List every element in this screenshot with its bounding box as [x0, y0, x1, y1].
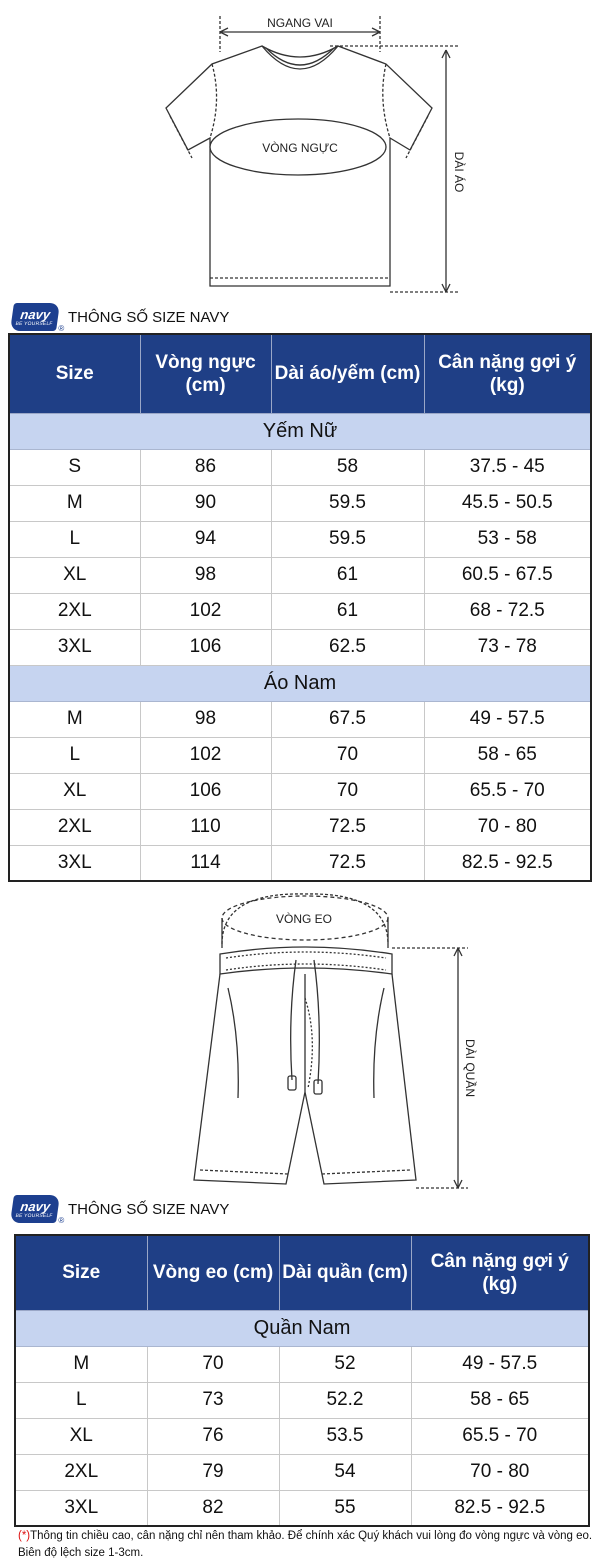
footnote-marker: (*)	[18, 1530, 31, 1542]
table-row	[9, 737, 591, 773]
group-row	[9, 413, 591, 449]
header-weight: Cân nặng gợi ý (kg)	[424, 334, 591, 413]
table-row	[9, 449, 591, 485]
brand-header-2	[12, 1194, 229, 1224]
cell-size: L	[9, 737, 140, 773]
table-row	[9, 521, 591, 557]
cell-size: XL	[9, 557, 140, 593]
cell-size: 3XL	[9, 629, 140, 665]
table-row	[15, 1418, 589, 1454]
cell-length: 72.5	[271, 845, 424, 881]
shirt-length-label: DÀI ÁO	[452, 151, 466, 193]
cell-measure: 106	[140, 773, 271, 809]
header-length: Dài quần (cm)	[279, 1235, 411, 1310]
logo-text: navy	[19, 306, 52, 322]
cell-weight: 70 - 80	[424, 809, 591, 845]
cell-length: 52	[279, 1346, 411, 1382]
shorts-size-table	[14, 1234, 590, 1527]
cell-length: 61	[271, 593, 424, 629]
cell-size: M	[9, 701, 140, 737]
cell-measure: 79	[147, 1454, 279, 1490]
cell-length: 54	[279, 1454, 411, 1490]
cell-length: 53.5	[279, 1418, 411, 1454]
cell-weight: 37.5 - 45	[424, 449, 591, 485]
cell-length: 67.5	[271, 701, 424, 737]
footnote-text: Thông tin chiều cao, cân nặng chỉ nên tham khảo. Để chính xác Quý khách vui lòng đo vòng ngực và vòng eo. Biên độ lệch size 1-3cm.	[18, 1530, 593, 1559]
group-label: Áo Nam	[9, 665, 591, 701]
shirt-size-table	[8, 333, 592, 882]
cell-size: 2XL	[15, 1454, 147, 1490]
cell-length: 55	[279, 1490, 411, 1526]
table-header-row	[9, 334, 591, 413]
cell-measure: 73	[147, 1382, 279, 1418]
group-label: Yếm Nữ	[9, 413, 591, 449]
group-label: Quần Nam	[15, 1310, 589, 1346]
table-row	[15, 1490, 589, 1526]
shorts-diagram	[0, 888, 600, 1198]
cell-size: L	[15, 1382, 147, 1418]
cell-weight: 70 - 80	[411, 1454, 589, 1490]
cell-weight: 82.5 - 92.5	[411, 1490, 589, 1526]
cell-size: L	[9, 521, 140, 557]
header-size: Size	[9, 334, 140, 413]
cell-weight: 49 - 57.5	[411, 1346, 589, 1382]
cell-weight: 60.5 - 67.5	[424, 557, 591, 593]
group-row	[15, 1310, 589, 1346]
cell-weight: 58 - 65	[411, 1382, 589, 1418]
cell-measure: 98	[140, 701, 271, 737]
cell-size: 3XL	[9, 845, 140, 881]
navy-logo	[10, 1195, 65, 1225]
table-row	[9, 593, 591, 629]
waist-label: VÒNG EO	[275, 912, 333, 926]
cell-measure: 106	[140, 629, 271, 665]
brand-title: THÔNG SỐ SIZE NAVY	[68, 1200, 230, 1218]
table-row	[15, 1382, 589, 1418]
cell-weight: 68 - 72.5	[424, 593, 591, 629]
logo-text: navy	[19, 1198, 52, 1214]
header-weight: Cân nặng gợi ý (kg)	[411, 1235, 589, 1310]
cell-weight: 65.5 - 70	[411, 1418, 589, 1454]
header-size: Size	[15, 1235, 147, 1310]
logo-tagline: BE YOURSELF	[15, 1212, 54, 1219]
cell-size: S	[9, 449, 140, 485]
cell-length: 59.5	[271, 485, 424, 521]
cell-size: 2XL	[9, 593, 140, 629]
cell-size: XL	[15, 1418, 147, 1454]
cell-length: 70	[271, 773, 424, 809]
cell-size: 3XL	[15, 1490, 147, 1526]
cell-measure: 90	[140, 485, 271, 521]
cell-size: M	[9, 485, 140, 521]
shoulder-label: NGANG VAI	[267, 16, 333, 30]
cell-weight: 73 - 78	[424, 629, 591, 665]
cell-length: 72.5	[271, 809, 424, 845]
cell-measure: 102	[140, 737, 271, 773]
cell-measure: 110	[140, 809, 271, 845]
cell-measure: 70	[147, 1346, 279, 1382]
table-row	[9, 557, 591, 593]
table-row	[9, 701, 591, 737]
table-header-row	[15, 1235, 589, 1310]
cell-weight: 45.5 - 50.5	[424, 485, 591, 521]
cell-size: XL	[9, 773, 140, 809]
header-chest: Vòng ngực (cm)	[140, 334, 271, 413]
brand-title: THÔNG SỐ SIZE NAVY	[68, 308, 230, 326]
footnote	[18, 1528, 593, 1562]
cell-length: 59.5	[271, 521, 424, 557]
cell-measure: 114	[140, 845, 271, 881]
shorts-length-label: DÀI QUẦN	[463, 1038, 477, 1098]
navy-logo	[10, 303, 65, 333]
cell-measure: 98	[140, 557, 271, 593]
logo-tagline: BE YOURSELF	[15, 320, 54, 327]
header-waist: Vòng eo (cm)	[147, 1235, 279, 1310]
cell-measure: 102	[140, 593, 271, 629]
cell-length: 52.2	[279, 1382, 411, 1418]
cell-length: 58	[271, 449, 424, 485]
table-row	[9, 485, 591, 521]
cell-length: 62.5	[271, 629, 424, 665]
cell-size: M	[15, 1346, 147, 1382]
cell-measure: 82	[147, 1490, 279, 1526]
header-length: Dài áo/yếm (cm)	[271, 334, 424, 413]
table-row	[15, 1346, 589, 1382]
table-row	[9, 773, 591, 809]
logo-reg-mark: ®	[58, 1216, 65, 1225]
cell-size: 2XL	[9, 809, 140, 845]
cell-weight: 65.5 - 70	[424, 773, 591, 809]
group-row	[9, 665, 591, 701]
table-row	[15, 1454, 589, 1490]
table-row	[9, 845, 591, 881]
cell-length: 70	[271, 737, 424, 773]
cell-weight: 49 - 57.5	[424, 701, 591, 737]
brand-header	[12, 302, 229, 332]
cell-measure: 86	[140, 449, 271, 485]
tshirt-diagram	[0, 0, 600, 300]
logo-reg-mark: ®	[58, 324, 65, 333]
chest-label: VÒNG NGỰC	[262, 141, 338, 155]
cell-measure: 76	[147, 1418, 279, 1454]
table-row	[9, 809, 591, 845]
cell-weight: 53 - 58	[424, 521, 591, 557]
cell-weight: 82.5 - 92.5	[424, 845, 591, 881]
cell-weight: 58 - 65	[424, 737, 591, 773]
table-row	[9, 629, 591, 665]
cell-length: 61	[271, 557, 424, 593]
cell-measure: 94	[140, 521, 271, 557]
